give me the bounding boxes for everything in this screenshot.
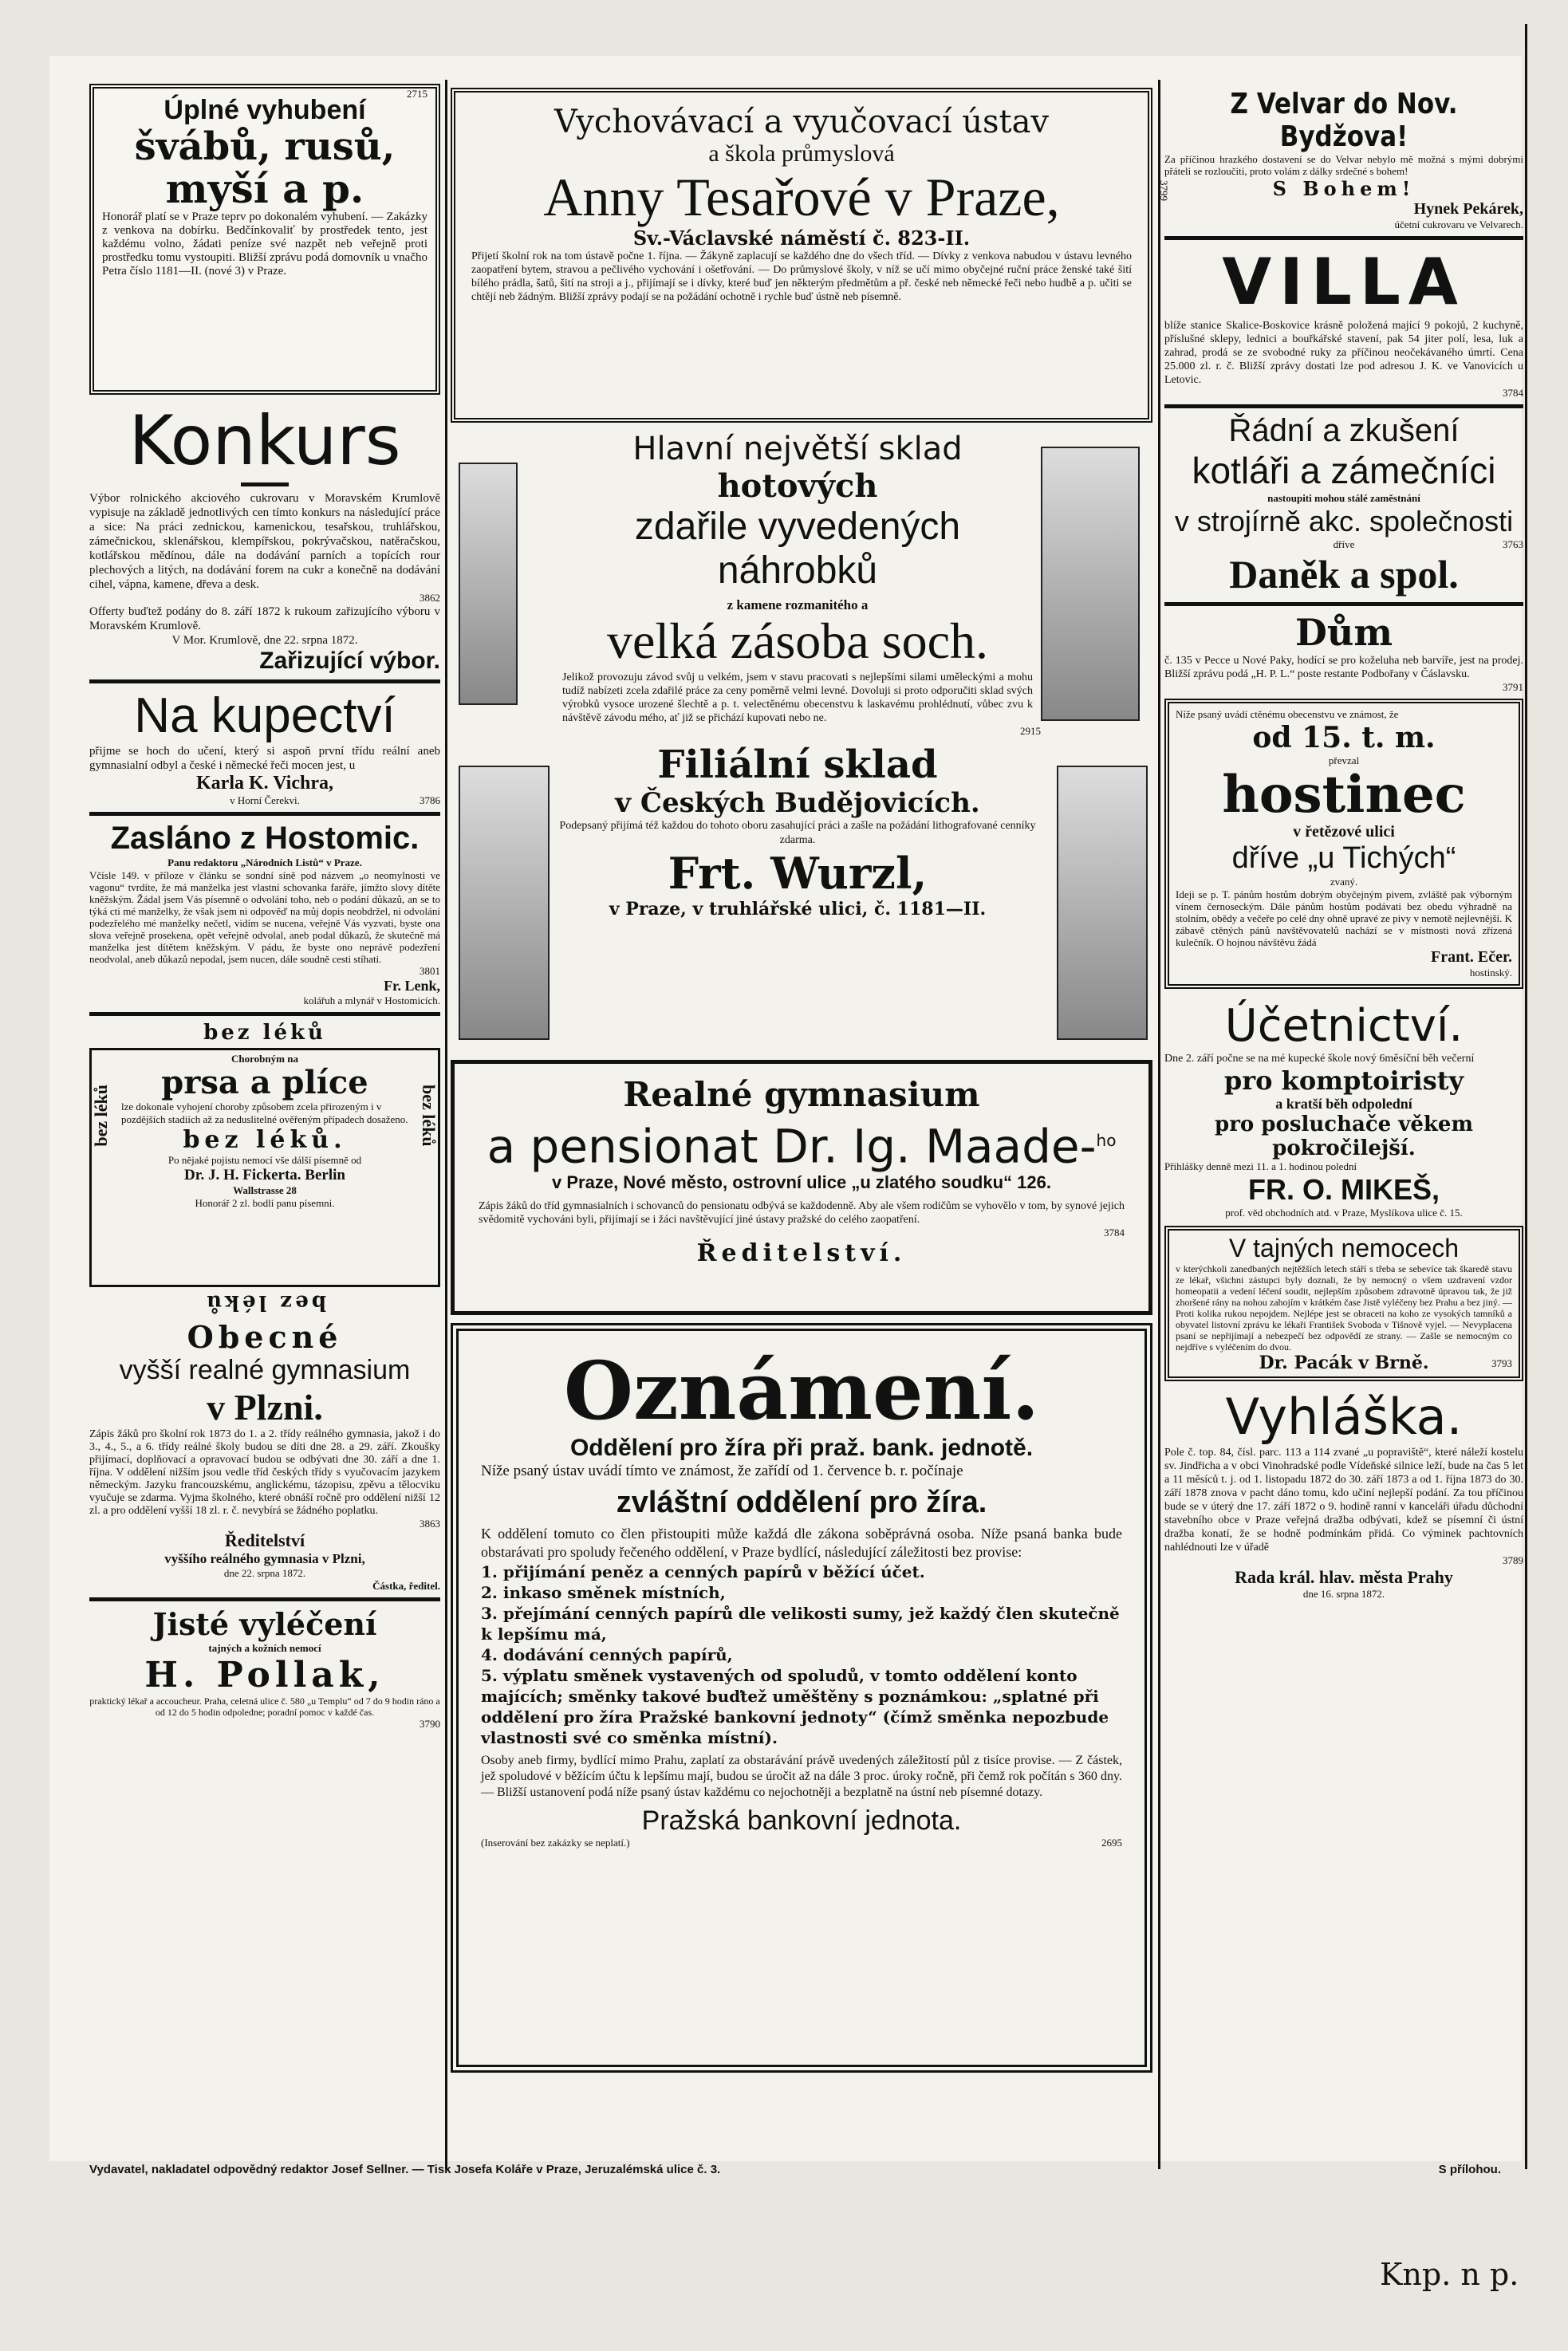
hostinec-signature: Frant. Ečer. bbox=[1430, 948, 1512, 966]
hostinec-street: v řetězové ulici bbox=[1293, 823, 1395, 841]
jiste-body: praktický lékař a accoucheur. Praha, celetná ulice č. 580 „u Templu“ od 7 do 9 hodin ráno a od 12 do 5 hodin odpoledne; poradní pomoc v každé čas. bbox=[89, 1695, 440, 1718]
divider bbox=[89, 1597, 440, 1601]
konkurs-title: Konkurs bbox=[128, 401, 401, 481]
oznameni-item: 5. výplatu směnek vystavených od spoludů, v tomto oddělení konto majících; směnky takové buďtež uměštěny s poznámkou: „splatné při oddělení pro žíra Pražské bankovní jednoty“ (čímž směnka nepozbude vlastnosti své co směnka místní). bbox=[481, 1666, 1109, 1747]
vyhlaska-body: Pole č. top. 84, čísl. parc. 113 a 114 zvané „u popraviště“, které náleží kostelu sv. Jindřicha a v obci Vinohradské podle Vídeňské silnice leží, bude na čas 5 let a 11 měsíců t. j. od 1. listopadu 1872 do 30. září 1873 a od 1. října 1873 do 30. září 1878 znova v pacht dáno tomu, kdo učiní nejlepší podání. Za tou příčinou bude se v úterý dne 17. září 1872 o 9. hodině ranní v kanceláři úřadu důchodní stavebního obce v Praze veřejná dražba odbývati, kdež se písemní či ústní dražba konatí, že se hodně podmínkám přidá. Co výminek pachtovních nahlédnouti lze v úřadě bbox=[1164, 1447, 1523, 1554]
zaslano-body: Včísle 149. v příloze v článku se sondní síně pod názvem „o neomylnosti ve vagonu“ tvrdíte, že má manželka jest vlastní schovanka faráře, jímžto slovy dítěte kněžským. Žádal jsem Vás písemně o odvolání toho, neb o podání důkazů, an se to týká cti mé manželky, že však jsem ni odpověď na můj dopis neobdržel, ni odvolání podezřelého mé manželky nečetl, vidím se nucena, veřejně Vás vyzvati, byste ona slova veřejně prosekena, opět veřejně odvolal, aneb podal důkazů, že skutečně má manželka jest dítětem kněžským. V pádu, že byste ono neprávě podezření neodvolal, aneb důkazů nepodal, jsem nucen, dále soudně cesti stíhati. bbox=[89, 869, 440, 965]
oznameni-signature: Pražská bankovní jednota. bbox=[641, 1806, 962, 1836]
oznameni-number: 2695 bbox=[1101, 1837, 1122, 1849]
oznameni-body1: K oddělení tomuto co člen přistoupiti může každá dle zákona soběprávná osoba. Níže psaná banka bude obstarávati pro spoludy řečeného oddělení, v Praze bydlící, následující záležitosti bez provise: bbox=[481, 1526, 1122, 1560]
tesarova-number: 3799 bbox=[1158, 180, 1170, 201]
gym-body: Zápis žáků do tříd gymnasialních i schovanců do pensionatu odbývá se každodenně. Aby ale všem rodičům se vyhovělo v tom, by synové jejich svědomitě vychováni byli, přijímají se i žáci navštěvující jiné ústavy pražské do celého zaopatření. bbox=[479, 1200, 1125, 1227]
konkurs-signature: Zařizující výbor. bbox=[259, 648, 440, 674]
bez-leku-body: lze dokonale vyhojení choroby způsobem zcela přirozeným i v pozdějších stadiích až za neduslitelné ověřeným případech dosaženo. bbox=[121, 1101, 408, 1125]
ad-tajne-nemoci bbox=[1164, 1226, 1523, 1381]
kotlari-number: 3763 bbox=[1503, 538, 1523, 550]
column-1 bbox=[89, 84, 440, 1731]
velvar-signature: Hynek Pekárek, bbox=[1413, 200, 1523, 218]
bez-leku-address: Wallstrasse 28 bbox=[233, 1184, 297, 1196]
konkurs-body: Výbor rolnického akciového cukrovaru v Moravském Krumlově vypisuje na základě jednotlivých cen tímto konkurs na následující práce a sice: Na práci zednickou, kamenickou, tesařskou, truhlářskou, zámečnickou, sklenářskou, klempířskou, pokrývačskou, natěračskou, kotlářskou mědínou, dále na dodávání parních a topících rour plechových a litých, na dodávání forem na cukr a konečně na dodávání cihel, vápna, kamene, dřeva a desk. bbox=[89, 492, 440, 591]
oznameni-special: zvláštní oddělení pro žíra. bbox=[616, 1486, 987, 1519]
tesarova-subtitle: a škola průmyslová bbox=[708, 140, 895, 167]
ad-hostinec bbox=[1164, 699, 1523, 989]
bez-leku-mid: bez léků. bbox=[183, 1126, 347, 1154]
kotlari-title3: v strojírně akc. společnosti bbox=[1174, 505, 1514, 538]
vyhlaska-title: Vyhláška. bbox=[1225, 1388, 1463, 1446]
zaslano-title: Zasláno z Hostomic. bbox=[110, 821, 420, 856]
sklad-title: Hlavní největší sklad bbox=[632, 431, 963, 467]
gym-number: 3784 bbox=[1104, 1227, 1125, 1239]
ucetnictvi-name: FR. O. MIKEŠ, bbox=[1247, 1173, 1440, 1206]
tajne-body: v kterýchkoli zanedbaných nejtěžších letech stáří s třeba se sebevíce tak škaredě stavu ze lékař, všichni zástupci byly doznali, že by nemocný o všem uzdravení vzdor homeopatii a vedení léčení soudit, nejlepším způsobem zdravotně úpravou tak, že již zhoršené rány na nohou zahojím v krátkém čase Jistě vyléčeny bez Prahu a bez jiný. — Proti kolika rukou nepojdem. Nejlépe jest se obraceti na koho ze vysokých tamníků a obyvatel listovní zprávu ke lékaři František Svoboda v Tišnově vyjel. — Nevyplacena psaní se nepřijímají a nebezpečí bez odpovědí ze strany. — Zašle se nemocným co nejdříve s vyléčením do dvou. bbox=[1176, 1263, 1512, 1353]
imprint-line bbox=[89, 2163, 1501, 2176]
velvar-title: Z Velvar do Nov. Bydžova! bbox=[1230, 88, 1458, 153]
bez-leku-note: Honorář 2 zl. bodlí panu písemni. bbox=[195, 1197, 335, 1209]
column-divider bbox=[445, 80, 447, 2169]
divider bbox=[1164, 404, 1523, 408]
obecne-number: 3863 bbox=[420, 1518, 440, 1530]
oznameni-items bbox=[481, 1561, 1122, 1748]
handwritten-note: Knp. n p. bbox=[1380, 2257, 1519, 2292]
jiste-name: H. Pollak, bbox=[144, 1655, 385, 1695]
ad-oznameni bbox=[451, 1323, 1152, 2073]
jiste-subtitle: tajných a kožních nemocí bbox=[208, 1642, 321, 1654]
kotlari-name: Daněk a spol. bbox=[1229, 552, 1459, 597]
ad-maade bbox=[451, 1060, 1152, 1315]
tajne-signature: Dr. Pacák v Brně. bbox=[1259, 1353, 1429, 1373]
ucetnictvi-title: Účetnictví. bbox=[1224, 1000, 1464, 1052]
oznameni-intro: Níže psaný ústav uvádí tímto ve známost, že zařídí od 1. července b. r. počínaje bbox=[481, 1463, 963, 1479]
oznameni-note: (Inserování bez zakázky se neplatí.) bbox=[481, 1837, 630, 1849]
ad-pest-control bbox=[89, 84, 440, 395]
column-divider bbox=[1158, 80, 1160, 2169]
ad-body: Honorář platí se v Praze teprv po dokonalém vyhubení. — Zakázky z venkova na dobírku. Bedčínkovaliť by prostředek tento, jest každému volno, žádati peníze své nazpět neb veřejně proti prostředku tomu vystoupiti. Bližší zprávu podá domovník u vnačho Petra číslo 1181—II. (nové 3) v Praze. bbox=[102, 211, 427, 278]
vyhlaska-date: dne 16. srpna 1872. bbox=[1302, 1588, 1385, 1600]
bez-leku-body2: Po nějaké pojistu nemocí vše dálší písemně od bbox=[167, 1154, 362, 1166]
obecne-title: Obecné bbox=[187, 1319, 343, 1355]
tesarova-address: Sv.-Václavské náměstí č. 823-II. bbox=[632, 226, 971, 250]
sklad-sub: hotových bbox=[717, 467, 878, 505]
ad-title-line3: myší a p. bbox=[165, 165, 364, 212]
villa-title: VILLA bbox=[1222, 245, 1466, 319]
gym-signature: Ředitelství. bbox=[696, 1239, 907, 1268]
ucetnictvi-address: prof. věd obchodních atd. v Praze, Myslíkova ulice č. 15. bbox=[1225, 1207, 1463, 1219]
ucetnictvi-and: a kratší běh odpolední bbox=[1275, 1096, 1412, 1112]
ad-title-line1: Úplné vyhubení bbox=[163, 95, 366, 125]
filial-address: v Praze, v truhlářské ulici, č. 1181—II. bbox=[609, 899, 987, 920]
gym-name-suffix: ho bbox=[1096, 1131, 1117, 1150]
kotlari-title2: kotláři a zámečníci bbox=[1192, 450, 1496, 491]
filial-signature: Frt. Wurzl, bbox=[668, 848, 928, 899]
gym-address: v Praze, Nové město, ostrovní ulice „u zlatého soudku“ 126. bbox=[552, 1172, 1051, 1193]
velvar-bohem: S Bohem! bbox=[1272, 177, 1416, 200]
kotlari-title1: Řádní a zkušení bbox=[1228, 413, 1460, 448]
bez-leku-side-right: bez léků bbox=[419, 1085, 439, 1147]
tesarova-body: Přijetí školní rok na tom ústavě počne 1. října. — Žákyně zaplacují se každého dne do všech tříd. — Dívky z venkova nabudou v ústavu levného zaopatření bytem, stravou a pečlivého vychování i ošetřování. — Do průmyslové školy, v níž se učí mimo obyčejné ruční práce ženské také šití bílého prádla, šatů, šití na stroji a j., přijímají se i dívky, které buď jen některým předmětům a př. české neb německé řeči nebo hudbě a p. učiti se chtějí neb žádným. Bližší zprávy podají se na požádání ochotně i rychle buď ústně neb písemně. bbox=[471, 250, 1132, 303]
column-2 bbox=[451, 88, 1170, 2073]
oznameni-item: 2. inkaso směnek místních, bbox=[481, 1583, 726, 1602]
kupectvi-location: v Horní Čerekvi. bbox=[230, 794, 300, 806]
sklad-from: z kamene rozmanitého a bbox=[727, 597, 869, 612]
sklad-body: Jelikož provozuju závod svůj u velkém, jsem v stavu pracovati s nejlepšími silami uměleckými a mohu tudíž nabízeti zcela zdařilé práce za ceny poměrně velmi levné. Dovoluji si proto odporučiti sklad svých výrobků vysoce urozené šlechtě a p. t. velectěnému obecenstvu k laskavému prohlédnutí, vůbec zvu k návštěvě závodu mého, ať již se přichází kupovati nebo ne. bbox=[562, 671, 1033, 724]
statue-chapel-image bbox=[1041, 447, 1140, 721]
zaslano-signature-sub: kolářuh a mlynář v Hostomicích. bbox=[303, 994, 440, 1006]
divider bbox=[89, 679, 440, 683]
hostinec-title: hostinec bbox=[1222, 765, 1466, 825]
column-3 bbox=[1164, 88, 1523, 1601]
oznameni-item: 3. přejímání cenných papírů dle velikosti sumy, jež každý člen skutečně k lepšímu má, bbox=[481, 1604, 1120, 1644]
ucetnictvi-pro: pro komptoiristy bbox=[1223, 1065, 1464, 1096]
oznameni-item: 1. přijímání peněz a cenných papírů v běžící účet. bbox=[481, 1562, 925, 1581]
zaslano-number: 3801 bbox=[420, 965, 440, 977]
column-divider bbox=[1525, 24, 1527, 2169]
angel-statue-image bbox=[459, 766, 550, 1040]
kupectvi-title: Na kupectví bbox=[134, 688, 396, 743]
vyhlaska-signature: Rada král. hlav. města Prahy bbox=[1235, 1567, 1453, 1587]
vyhlaska-number: 3789 bbox=[1503, 1554, 1523, 1566]
bez-leku-side-left: bez léků bbox=[91, 1085, 111, 1147]
bez-leku-top: bez léků bbox=[203, 1021, 326, 1045]
dum-body: č. 135 v Pecce u Nové Paky, hodící se pro koželuha neb barvíře, jest na prodej. Bližší zprávu podá „H. P. L.“ poste restante Podbořany v Čáslavsku. bbox=[1164, 655, 1523, 680]
ad-bez-leku bbox=[89, 1021, 440, 1316]
jiste-number: 3790 bbox=[420, 1718, 440, 1730]
cross-monument-image bbox=[459, 463, 518, 705]
obecne-date: dne 22. srpna 1872. bbox=[223, 1567, 306, 1579]
tesarova-title: Vychovávací a vyučovací ústav bbox=[554, 104, 1050, 140]
ad-title-line2: švábů, rusů, bbox=[134, 124, 396, 169]
hostinec-zvany: zvaný. bbox=[1330, 876, 1358, 888]
ucetnictvi-prihlasky: Přihlášky denně mezi 11. a 1. hodinou polední bbox=[1164, 1160, 1357, 1172]
obecne-signature: Ředitelství bbox=[224, 1530, 305, 1550]
oznameni-item: 4. dodávání cenných papírů, bbox=[481, 1645, 733, 1664]
filial-title: Filiální sklad bbox=[657, 742, 938, 787]
bez-leku-small: Chorobným na bbox=[231, 1053, 298, 1065]
hostinec-name: dříve „u Tichých“ bbox=[1231, 841, 1456, 875]
supplement-note: S přílohou. bbox=[1438, 2163, 1501, 2176]
ucetnictvi-body: Dne 2. září počne se na mé kupecké škole nový 6měsíční běh večerní bbox=[1164, 1053, 1475, 1065]
oznameni-body2: Osoby aneb firmy, bydlící mimo Prahu, zaplatí za obstarávání právě uvedených záležitostí půl z tisíce provise. — Z částek, jež spoludové v běžícím účtu k lepšímu mají, budou se úročit až na dále 3 proc. úroky ročně, při čemž rok počítán s 360 dny. — Bližší ustanovení podá níže psaný ústav každému co nejochotněji a bezplatně na ústní neb písemné dotazy. bbox=[481, 1754, 1122, 1799]
bez-leku-title: prsa a plíce bbox=[161, 1064, 368, 1101]
zaslano-signature: Fr. Lenk, bbox=[384, 978, 440, 994]
obecne-city: v Plzni. bbox=[207, 1387, 323, 1428]
kotlari-mid: nastoupiti mohou stálé zaměstnání bbox=[1267, 492, 1420, 504]
divider bbox=[89, 1012, 440, 1016]
ad-wurzl bbox=[451, 431, 1152, 1057]
tesarova-name: Anny Tesařové v Praze, bbox=[543, 167, 1060, 227]
hostinec-date: od 15. t. m. bbox=[1252, 721, 1436, 754]
konkurs-number: 3862 bbox=[420, 592, 440, 604]
dum-number: 3791 bbox=[1503, 681, 1523, 693]
kotlari-before: dříve bbox=[1333, 538, 1355, 550]
villa-body: blíže stanice Skalice-Boskovice krásně položená mající 9 pokojů, 2 kuchyně, příslušné sklepy, lednici a bouřkářské stavení, pak 54 jiter polí, lesa, luk a zahrad, prodá se ze svobodné ruky za příčinou neočekávaného úmrtí. Cena 25.000 zl. r. č. Bližší zprávy dostati lze pod adresou J. K. ve Vanovicích u Letovic. bbox=[1164, 320, 1523, 386]
hostinec-intro: Níže psaný uvádí ctěnému obecenstvu ve známost, že bbox=[1176, 708, 1399, 720]
bez-leku-doctor: Dr. J. H. Fickerta. Berlin bbox=[184, 1167, 345, 1183]
velvar-signature-sub: účetní cukrovaru ve Velvarech. bbox=[1394, 219, 1523, 230]
konkurs-date: V Mor. Krumlově, dne 22. srpna 1872. bbox=[171, 634, 358, 647]
velvar-body: Za příčinou hrazkého dostavení se do Velvar nebylo mě možná s mými dobrými přáteli se rozloučiti, proto volám z dálky srdečné s bohem! bbox=[1164, 153, 1523, 177]
ucetnictvi-pro2: pro posluchače věkem pokročilejší. bbox=[1215, 1112, 1473, 1160]
kupectvi-body: přijme se hoch do učení, který si aspoň první třídu reální aneb gymnasialní odbyl a české i německé řeči mocen jest, u bbox=[89, 745, 440, 772]
dum-title: Dům bbox=[1294, 611, 1393, 654]
obecne-subtitle: vyšší realné gymnasium bbox=[119, 1355, 411, 1385]
divider bbox=[241, 482, 289, 486]
obecne-signature2: Částka, ředitel. bbox=[372, 1580, 440, 1592]
hostinec-signature-sub: hostinský. bbox=[1469, 967, 1512, 979]
hostinec-body: Ideji se p. T. pánům hostům dobrým obyčejným pivem, zvláště pak výborným vínem černoseckým. Dále pánům hostům podávati bez obedu výhradně na stolním, obědy a večeře po celé dny ohně upravé ze pivy v nemotě nejlevnější. K zábavě ctěných pánů navštěvovatelů nachází se v místnosti nová zřízená kulečník. O hojnou návštěvu žádá bbox=[1176, 888, 1512, 948]
kupectvi-signature: Karla K. Vichra, bbox=[196, 773, 333, 794]
saint-statue-image bbox=[1057, 766, 1148, 1040]
villa-number: 3784 bbox=[1503, 387, 1523, 399]
sklad-big2: velká zásoba soch. bbox=[606, 612, 989, 669]
divider bbox=[1164, 236, 1523, 240]
tajne-number: 3793 bbox=[1491, 1357, 1512, 1369]
obecne-signature-sub: vyššího reálného gymnasia v Plzni, bbox=[164, 1551, 365, 1566]
hostinec-prevzal: převzal bbox=[1328, 754, 1360, 766]
filial-body: Podepsaný přijímá též každou do tohoto oboru zasahující práci a zašle na požádání lithografované cenníky zdarma. bbox=[559, 820, 1036, 846]
filial-sub: v Českých Budějovicích. bbox=[615, 787, 980, 819]
bez-leku-bottom: bez léků bbox=[203, 1290, 326, 1314]
top-number-left: 2715 bbox=[407, 88, 427, 100]
oznameni-subtitle: Oddělení pro žíra při praž. bank. jednotě. bbox=[569, 1435, 1034, 1461]
gym-name: a pensionat Dr. Ig. Maade- bbox=[487, 1119, 1097, 1174]
ad-tesarova bbox=[451, 88, 1170, 423]
zaslano-subtitle: Panu redaktoru „Národních Listů“ v Praze. bbox=[167, 857, 362, 868]
sklad-number: 2915 bbox=[1020, 725, 1041, 737]
konkurs-offer: Offerty buďtež podány do 8. září 1872 k rukoum zařizujícího výboru v Moravském Krumlově. bbox=[89, 605, 440, 632]
oznameni-title: Oznámení. bbox=[563, 1344, 1040, 1438]
sklad-big: zdařile vyvedených náhrobků bbox=[634, 506, 961, 592]
kupectvi-number: 3786 bbox=[420, 794, 440, 806]
imprint-text: Vydavatel, nakladatel odpovědný redaktor Josef Sellner. — Tisk Josefa Koláře v Praze, Jeruzalémská ulice č. 3. bbox=[89, 2163, 721, 2176]
obecne-body: Zápis žáků pro školní rok 1873 do 1. a 2. třídy reálného gymnasia, jakož i do 3., 4., 5., a 6. třídy reálné školy budou se díti dne 28. a 29. září. Zkoušky přijímací, doplňovací a opravovací budou se odbývati dne 30. září a dne 1. října. V oddělení nižším jsou vedle tříd českých třídy s vyučovacím jazykem německým. Jazyku francouzskému, anglickému, tázopisu, zpěvu a tělocviku vyučuje se zdarma. Vyjma školného, které obnáší ročně pro oddělení nižší 12 zl. a pro oddělení vyšší 18 zl. r. č. nevybírá se žádného poplatku. bbox=[89, 1428, 440, 1517]
tajne-title: V tajných nemocech bbox=[1228, 1234, 1460, 1262]
jiste-title: Jisté vyléčení bbox=[152, 1606, 377, 1642]
divider bbox=[89, 812, 440, 816]
divider bbox=[1164, 602, 1523, 606]
gym-title: Realné gymnasium bbox=[623, 1075, 980, 1114]
